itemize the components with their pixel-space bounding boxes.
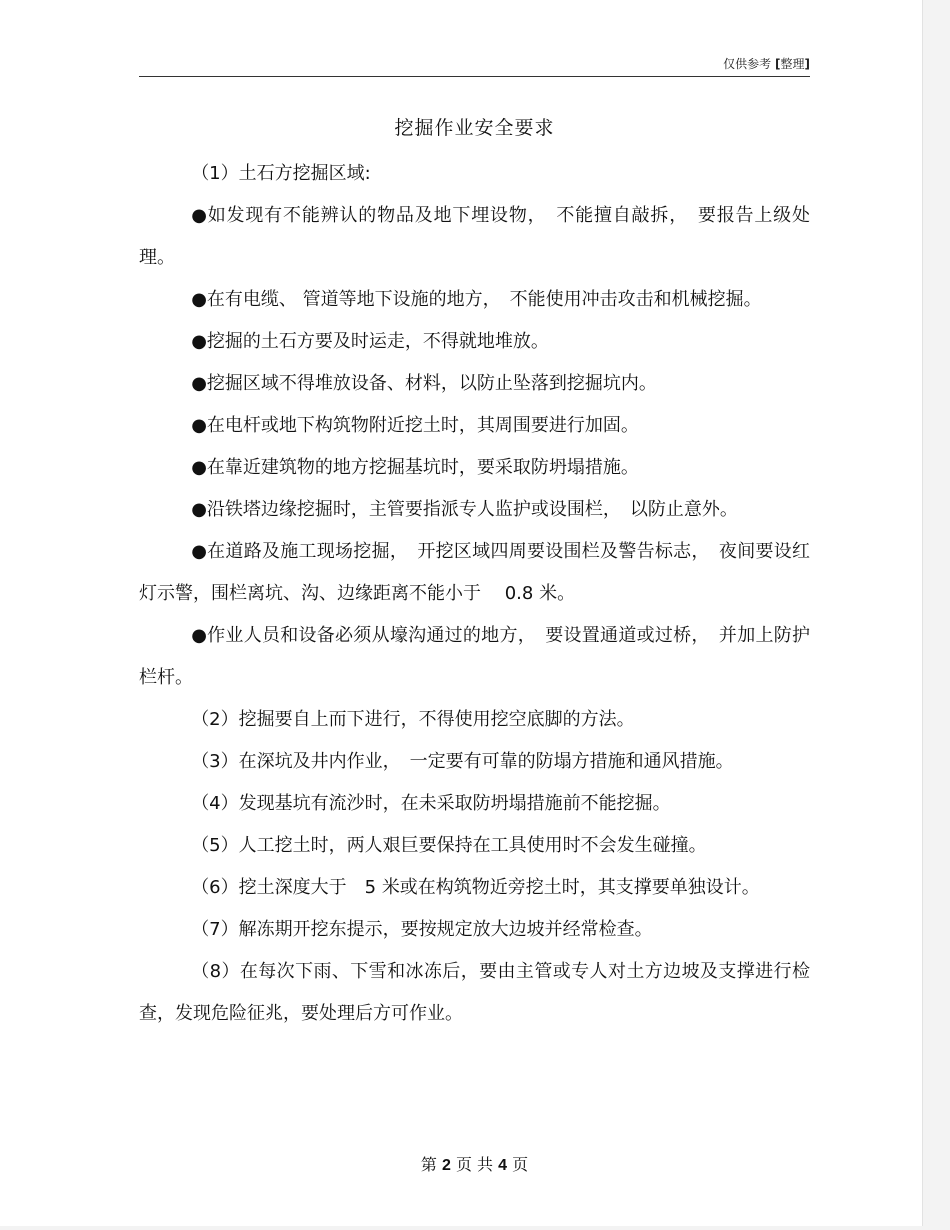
paragraph: ●在道路及施工现场挖掘， 开挖区域四周要设围栏及警告标志， 夜间要设红灯示警，围栏离坑、沟、边缘距离不能小于 0.8 米。: [139, 541, 810, 604]
footer-suffix: 页: [512, 1155, 529, 1174]
paragraph: （3）在深坑及井内作业， 一定要有可靠的防塌方措施和通风措施。: [191, 751, 734, 772]
paragraph: ●作业人员和设备必须从壕沟通过的地方， 要设置通道或过桥， 并加上防护栏杆。: [139, 625, 810, 688]
footer-prefix: 第: [420, 1155, 437, 1174]
paragraph: ●挖掘区域不得堆放设备、材料，以防止坠落到挖掘坑内。: [191, 373, 657, 394]
paragraph: （1）土石方挖掘区域:: [191, 163, 371, 184]
paragraph: （4）发现基坑有流沙时，在未采取防坍塌措施前不能挖掘。: [191, 793, 671, 814]
paragraph: ●在靠近建筑物的地方挖掘基坑时，要采取防坍塌措施。: [191, 457, 639, 478]
header-bracket-open: [: [775, 57, 781, 71]
header-bracket-close: ]: [804, 57, 810, 71]
document-body: [139, 153, 810, 1035]
page-header: [139, 56, 810, 72]
paragraph: （7）解冻期开挖东提示，要按规定放大边坡并经常检查。: [191, 919, 653, 940]
document-title: 挖掘作业安全要求: [394, 117, 555, 139]
paragraph: （2）挖掘要自上而下进行，不得使用挖空底脚的方法。: [191, 709, 635, 730]
header-bracket-label: 整理: [780, 57, 805, 71]
header-text: 仅供参考: [723, 57, 772, 71]
header-divider: [139, 76, 810, 77]
footer-middle: 页 共: [455, 1155, 494, 1174]
paragraph: ●在有电缆、 管道等地下设施的地方， 不能使用冲击攻击和机械挖掘。: [191, 289, 762, 310]
paragraph: ●在电杆或地下构筑物附近挖土时，其周围要进行加固。: [191, 415, 639, 436]
paragraph: （6）挖土深度大于 5 米或在构筑物近旁挖土时，其支撑要单独设计。: [191, 877, 760, 898]
page-footer: [139, 1155, 810, 1176]
paragraph: （8）在每次下雨、下雪和冰冻后，要由主管或专人对土方边坡及支撑进行检查，发现危险征兆，要处理后方可作业。: [139, 961, 810, 1024]
paragraph: （5）人工挖土时，两人艰巨要保持在工具使用时不会发生碰撞。: [191, 835, 707, 856]
footer-current-page: 2: [441, 1157, 451, 1174]
footer-total-pages: 4: [498, 1157, 508, 1174]
paragraph: ●沿铁塔边缘挖掘时，主管要指派专人监护或设围栏， 以防止意外。: [191, 499, 738, 520]
paragraph: ●如发现有不能辨认的物品及地下埋设物， 不能擅自敲拆， 要报告上级处理。: [139, 205, 810, 268]
paragraph: ●挖掘的土石方要及时运走，不得就地堆放。: [191, 331, 549, 352]
